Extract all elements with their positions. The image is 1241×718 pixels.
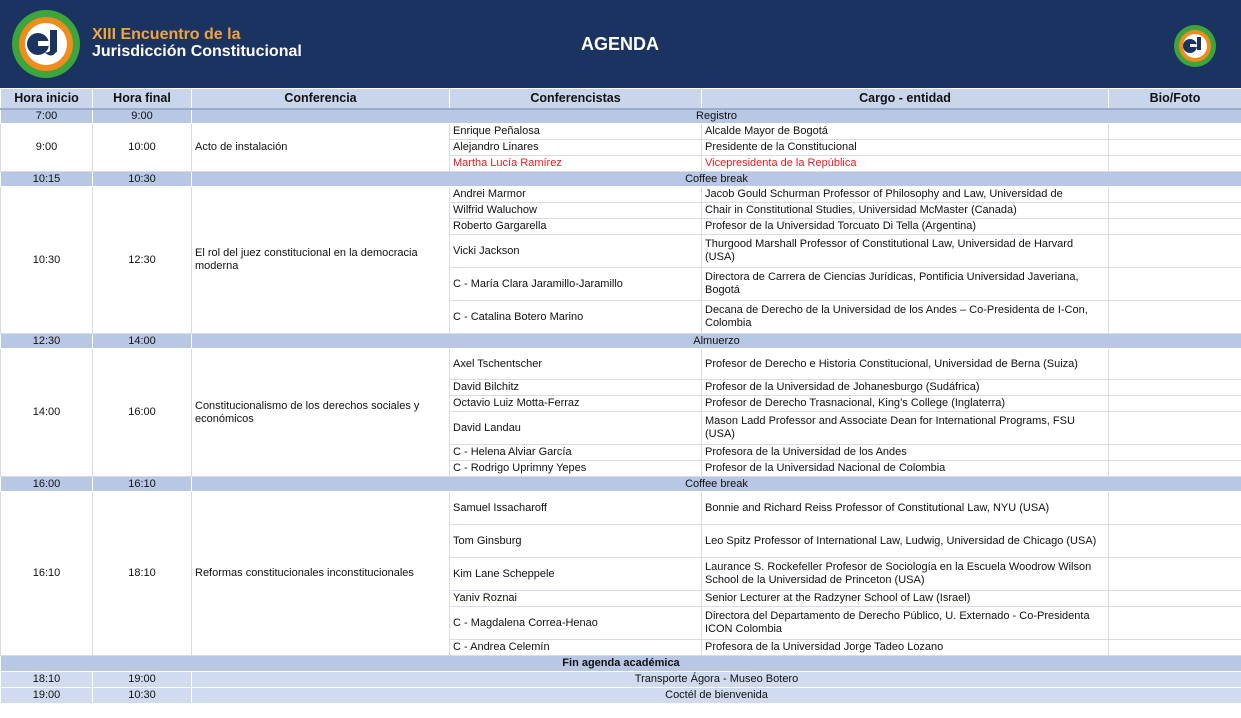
end-time: 14:00	[93, 334, 192, 349]
speaker-role: Senior Lecturer at the Radzyner School of Law (Israel)	[702, 591, 1109, 607]
bio-cell	[1109, 235, 1241, 268]
table-row-registro	[1, 109, 1241, 124]
speaker-name: Martha Lucía Ramírez	[450, 156, 702, 172]
bio-cell	[1109, 268, 1241, 301]
speaker-name: Enrique Peñalosa	[450, 124, 702, 140]
bio-cell	[1109, 558, 1241, 591]
event-logo-small-icon	[1172, 24, 1218, 68]
bio-cell	[1109, 396, 1241, 412]
speaker-role: Jacob Gould Schurman Professor of Philosophy and Law, Universidad de	[702, 187, 1109, 203]
start-time: 14:00	[1, 349, 93, 477]
speaker-name: Roberto Gargarella	[450, 219, 702, 235]
speaker-name: Alejandro Linares	[450, 140, 702, 156]
column-header-conferencia: Conferencia	[192, 89, 450, 109]
row-label: Registro	[192, 109, 1241, 124]
table-row-coffee-break	[1, 477, 1241, 492]
speaker-role: Thurgood Marshall Professor of Constitutional Law, Universidad de Harvard (USA)	[702, 235, 1109, 268]
speaker-name: Wilfrid Waluchow	[450, 203, 702, 219]
row-label: Coffee break	[192, 172, 1241, 187]
end-time: 16:00	[93, 349, 192, 477]
speaker-name: Tom Ginsburg	[450, 525, 702, 558]
start-time: 10:30	[1, 187, 93, 334]
speaker-name: Kim Lane Scheppele	[450, 558, 702, 591]
bio-cell	[1109, 525, 1241, 558]
event-logo-icon	[8, 8, 84, 80]
event-name-line2: Jurisdicción Constitucional	[92, 43, 302, 60]
speaker-role: Directora del Departamento de Derecho Público, U. Externado - Co-Presidenta ICON Colombia	[702, 607, 1109, 640]
end-time: 16:10	[93, 477, 192, 492]
speaker-name: C - Catalina Botero Marino	[450, 301, 702, 334]
column-header-conferencistas: Conferencistas	[450, 89, 702, 109]
speaker-name: Axel Tschentscher	[450, 349, 702, 380]
bio-cell	[1109, 492, 1241, 525]
bio-cell	[1109, 445, 1241, 461]
start-time: 12:30	[1, 334, 93, 349]
speaker-role: Profesor de la Universidad Nacional de Colombia	[702, 461, 1109, 477]
bio-cell	[1109, 591, 1241, 607]
conference-title: Reformas constitucionales inconstitucionales	[192, 492, 450, 656]
table-row-coffee-break	[1, 172, 1241, 187]
speaker-role: Decana de Derecho de la Universidad de los Andes – Co-Presidenta de I-Con, Colombia	[702, 301, 1109, 334]
row-label: Fin agenda académica	[1, 656, 1241, 672]
bio-cell	[1109, 140, 1241, 156]
end-time: 9:00	[93, 109, 192, 124]
speaker-role: Laurance S. Rockefeller Profesor de Sociología en la Escuela Woodrow Wilson School de la Universidad de Princeton (USA)	[702, 558, 1109, 591]
speaker-name: Samuel Issacharoff	[450, 492, 702, 525]
bio-cell	[1109, 607, 1241, 640]
start-time: 7:00	[1, 109, 93, 124]
start-time: 18:10	[1, 672, 93, 688]
speaker-name: C - Helena Alviar García	[450, 445, 702, 461]
table-row-fin-agenda	[1, 656, 1241, 672]
speaker-role: Mason Ladd Professor and Associate Dean for International Programs, FSU (USA)	[702, 412, 1109, 445]
speaker-name: C - Andrea Celemín	[450, 640, 702, 656]
table-row	[1, 124, 1241, 140]
bio-cell	[1109, 640, 1241, 656]
speaker-name: Vicki Jackson	[450, 235, 702, 268]
bio-cell	[1109, 461, 1241, 477]
column-header-bio: Bio/Foto	[1109, 89, 1241, 109]
speaker-role: Profesor de Derecho e Historia Constitucional, Universidad de Berna (Suiza)	[702, 349, 1109, 380]
row-label: Coctél de bienvenida	[192, 688, 1241, 704]
speaker-role: Profesor de Derecho Trasnacional, King’s College (Inglaterra)	[702, 396, 1109, 412]
table-header-row	[1, 89, 1241, 109]
speaker-role: Profesor de la Universidad de Johanesburgo (Sudáfrica)	[702, 380, 1109, 396]
column-header-hora-final: Hora final	[93, 89, 192, 109]
bio-cell	[1109, 219, 1241, 235]
table-row-lunch	[1, 334, 1241, 349]
speaker-name: Andrei Marmor	[450, 187, 702, 203]
bio-cell	[1109, 380, 1241, 396]
start-time: 10:15	[1, 172, 93, 187]
table-row	[1, 187, 1241, 203]
bio-cell	[1109, 156, 1241, 172]
speaker-role: Alcalde Mayor de Bogotá	[702, 124, 1109, 140]
conference-title: Constitucionalismo de los derechos sociales y económicos	[192, 349, 450, 477]
bio-cell	[1109, 412, 1241, 445]
start-time: 9:00	[1, 124, 93, 172]
header-banner	[0, 0, 1241, 88]
speaker-name: C - Magdalena Correa-Henao	[450, 607, 702, 640]
table-row-cocktail	[1, 688, 1241, 704]
end-time: 18:10	[93, 492, 192, 656]
speaker-name: David Bilchitz	[450, 380, 702, 396]
speaker-role: Leo Spitz Professor of International Law, Ludwig, Universidad de Chicago (USA)	[702, 525, 1109, 558]
bio-cell	[1109, 301, 1241, 334]
speaker-name: David Landau	[450, 412, 702, 445]
speaker-role: Chair in Constitutional Studies, Universidad McMaster (Canada)	[702, 203, 1109, 219]
speaker-name: C - Rodrigo Uprimny Yepes	[450, 461, 702, 477]
end-time: 10:00	[93, 124, 192, 172]
bio-cell	[1109, 349, 1241, 380]
end-time: 10:30	[93, 688, 192, 704]
row-label: Coffee break	[192, 477, 1241, 492]
table-row-transport	[1, 672, 1241, 688]
conference-title: El rol del juez constitucional en la democracia moderna	[192, 187, 450, 334]
column-header-hora-inicio: Hora inicio	[1, 89, 93, 109]
end-time: 10:30	[93, 172, 192, 187]
end-time: 12:30	[93, 187, 192, 334]
conference-title: Acto de instalación	[192, 124, 450, 172]
page-title: AGENDA	[580, 34, 659, 54]
row-label: Transporte Ágora - Museo Botero	[192, 672, 1241, 688]
speaker-role: Directora de Carrera de Ciencias Jurídicas, Pontificia Universidad Javeriana, Bogotá	[702, 268, 1109, 301]
bio-cell	[1109, 187, 1241, 203]
column-header-cargo: Cargo - entidad	[702, 89, 1109, 109]
speaker-role: Presidente de la Constitucional	[702, 140, 1109, 156]
speaker-name: C - María Clara Jaramillo-Jaramillo	[450, 268, 702, 301]
agenda-table	[0, 88, 1241, 704]
start-time: 16:10	[1, 492, 93, 656]
speaker-name: Yaniv Roznai	[450, 591, 702, 607]
row-label: Almuerzo	[192, 334, 1241, 349]
bio-cell	[1109, 203, 1241, 219]
speaker-role: Profesora de la Universidad de los Andes	[702, 445, 1109, 461]
speaker-role: Profesor de la Universidad Torcuato Di Tella (Argentina)	[702, 219, 1109, 235]
event-name	[92, 26, 302, 60]
end-time: 19:00	[93, 672, 192, 688]
start-time: 16:00	[1, 477, 93, 492]
table-row	[1, 492, 1241, 525]
table-row	[1, 349, 1241, 380]
speaker-name: Octavio Luiz Motta-Ferraz	[450, 396, 702, 412]
event-name-line1: XIII Encuentro de la	[92, 26, 241, 43]
bio-cell	[1109, 124, 1241, 140]
speaker-role: Profesora de la Universidad Jorge Tadeo Lozano	[702, 640, 1109, 656]
speaker-role: Vicepresidenta de la República	[702, 156, 1109, 172]
start-time: 19:00	[1, 688, 93, 704]
speaker-role: Bonnie and Richard Reiss Professor of Constitutional Law, NYU (USA)	[702, 492, 1109, 525]
